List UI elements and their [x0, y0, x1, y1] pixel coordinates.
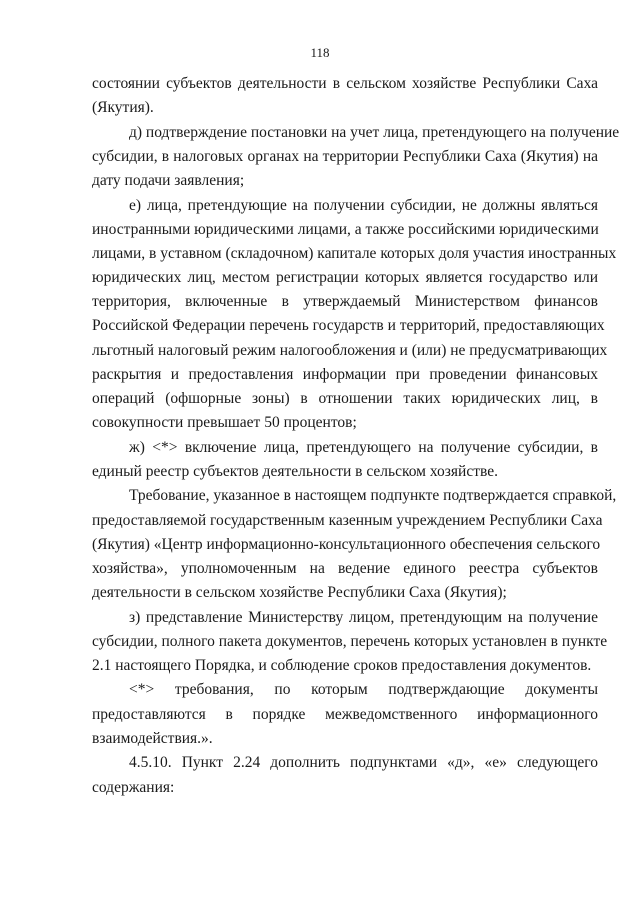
text-line: предоставляются в порядке межведомственного информационного: [92, 705, 598, 723]
text-line: (Якутия) «Центр информационно-консультационного обеспечения сельского: [92, 535, 601, 553]
document-body: [92, 72, 620, 800]
text-line: д) подтверждение постановки на учет лица, претендующего на получение: [129, 123, 620, 141]
text-line: (Якутия).: [92, 99, 154, 117]
paragraph: [92, 121, 620, 194]
text-line: состоянии субъектов деятельности в сельском хозяйстве Республики Саха: [92, 75, 598, 92]
text-line: <*> требования, по которым подтверждающие документы: [129, 681, 598, 699]
paragraph: [92, 194, 617, 436]
text-line: хозяйства», уполномоченным на ведение единого реестра субъектов: [92, 559, 598, 577]
paragraph: [92, 606, 608, 679]
paragraph: [92, 484, 617, 605]
text-line: 4.5.10. Пункт 2.24 дополнить подпунктами «д», «е» следующего: [129, 754, 598, 772]
text-line: льготный налоговый режим налогообложения и (или) не предусматривающих: [92, 341, 608, 359]
text-line: совокупности превышает 50 процентов;: [92, 414, 357, 432]
text-line: взаимодействия.».: [92, 729, 213, 747]
text-line: раскрытия и предоставления информации при проведении финансовых: [92, 365, 598, 383]
text-line: предоставляемой государственным казенным учреждением Республики Саха: [92, 511, 603, 529]
text-line: операций (офшорные зоны) в отношении таких юридических лиц, в: [92, 390, 598, 408]
text-line: деятельности в сельском хозяйстве Республики Саха (Якутия);: [92, 584, 507, 602]
text-line: иностранными юридическими лицами, а также российскими юридическими: [92, 220, 599, 238]
text-line: единый реестр субъектов деятельности в сельском хозяйстве.: [92, 462, 498, 480]
paragraph: [92, 72, 598, 120]
text-line: Требование, указанное в настоящем подпункте подтверждается справкой,: [129, 487, 617, 505]
text-line: е) лица, претендующие на получении субсидии, не должны являться: [129, 196, 598, 214]
text-line: лицами, в уставном (складочном) капитале которых доля участия иностранных: [92, 244, 617, 262]
text-line: з) представление Министерству лицом, претендующим на получение: [129, 608, 598, 626]
text-line: ж) <*> включение лица, претендующего на получение субсидии, в: [129, 438, 598, 456]
text-line: субсидии, в налоговых органах на территории Республики Саха (Якутия) на: [92, 147, 598, 165]
text-line: содержания:: [92, 778, 175, 796]
paragraph: [92, 751, 598, 799]
text-line: дату подачи заявления;: [92, 172, 245, 190]
paragraph: [92, 436, 598, 484]
page-number: 118: [310, 45, 330, 60]
text-line: субсидии, полного пакета документов, перечень которых установлен в пункте: [92, 632, 608, 650]
text-line: Российской Федерации перечень государств и территорий, предоставляющих: [92, 317, 605, 335]
text-line: территория, включенные в утверждаемый Министерством финансов: [92, 293, 598, 311]
paragraph: [92, 678, 598, 751]
text-line: 2.1 настоящего Порядка, и соблюдение сроков предоставления документов.: [92, 656, 592, 674]
text-line: юридических лиц, местом регистрации которых является государство или: [92, 269, 598, 287]
